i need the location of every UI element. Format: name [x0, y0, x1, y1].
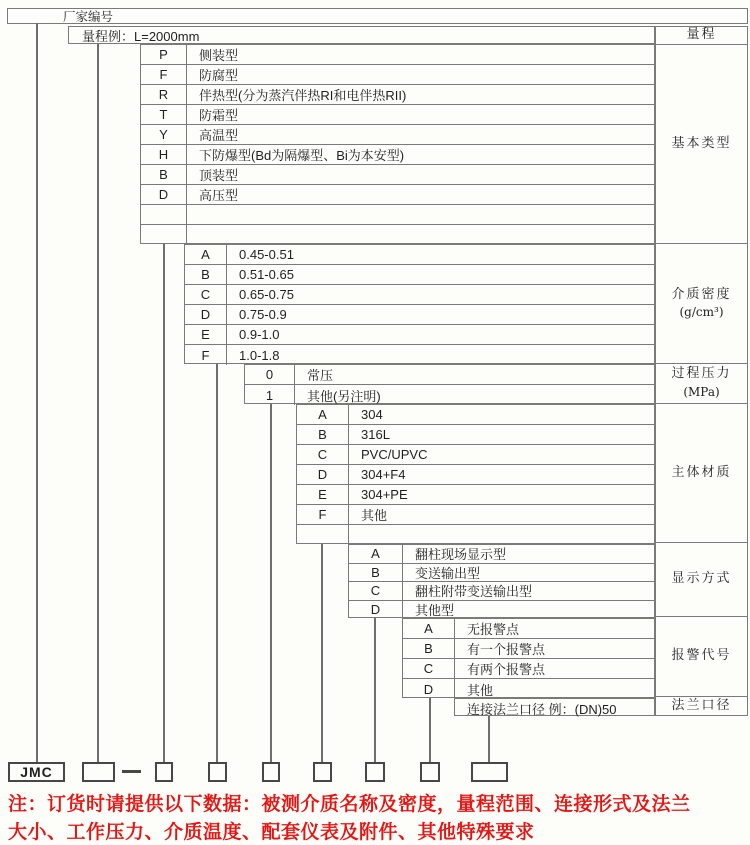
category-label-text: 量程	[686, 27, 717, 43]
description-cell: 连接法兰口径 例：(DN)50	[467, 701, 617, 717]
code-row	[185, 285, 654, 305]
manufacturer-label: 厂家编号	[63, 10, 114, 24]
description-cell: 0.65-0.75	[239, 287, 294, 302]
description-cell: 其他	[467, 682, 494, 698]
code-cell: B	[349, 564, 403, 582]
code-box	[365, 762, 385, 782]
description-cell: 0.75-0.9	[239, 307, 287, 322]
code-cell	[141, 205, 187, 224]
range-row	[68, 26, 655, 44]
description-cell: 有一个报警点	[467, 642, 546, 657]
category-label-unit: (g/cm³)	[679, 305, 724, 320]
code-row	[403, 619, 654, 639]
code-box	[208, 762, 227, 782]
code-row	[245, 385, 654, 405]
section-body-material	[296, 404, 655, 544]
description-cell: 翻柱附带变送输出型	[415, 584, 533, 600]
description-cell	[187, 225, 654, 245]
code-row	[349, 564, 654, 583]
code-row	[185, 265, 654, 285]
category-label-text: 过程压力	[671, 366, 732, 382]
description-cell: 其他(另注明)	[307, 388, 381, 404]
connector-line	[216, 364, 218, 762]
code-row	[141, 185, 654, 205]
description-cell: 其他型	[415, 603, 455, 619]
code-row	[297, 505, 654, 525]
model-prefix-box	[8, 762, 65, 782]
code-cell: B	[403, 639, 455, 658]
code-row	[455, 699, 654, 717]
code-row	[349, 601, 654, 620]
description-cell: 0.45-0.51	[239, 247, 294, 262]
code-cell: C	[297, 445, 349, 464]
code-row	[141, 65, 654, 85]
code-cell: A	[297, 405, 349, 424]
code-cell: 1	[245, 385, 295, 405]
code-row	[141, 105, 654, 125]
code-cell: F	[185, 345, 227, 365]
category-label-alarm-code	[656, 617, 747, 697]
order-note-line1: 注：订货时请提供以下数据：被测介质名称及密度，量程范围、连接形式及法兰	[8, 794, 691, 815]
code-box	[313, 762, 332, 782]
connector-line	[374, 618, 376, 762]
connector-line	[270, 404, 272, 762]
code-row	[141, 125, 654, 145]
description-cell: 其他	[361, 508, 388, 523]
code-row	[297, 405, 654, 425]
separator-dash	[122, 770, 141, 773]
code-box	[82, 762, 115, 782]
description-cell	[187, 205, 654, 224]
code-cell: A	[403, 619, 455, 638]
code-cell: H	[141, 145, 187, 164]
code-cell: B	[297, 425, 349, 444]
code-row	[141, 165, 654, 185]
code-cell: E	[185, 325, 227, 344]
description-cell	[349, 525, 654, 545]
code-cell: E	[297, 485, 349, 504]
description-cell: 顶装型	[199, 168, 239, 183]
category-label-body-material	[656, 404, 747, 544]
description-cell: 防腐型	[199, 68, 239, 83]
code-cell: B	[141, 165, 187, 184]
connector-line	[321, 544, 323, 762]
code-cell: P	[141, 45, 187, 64]
category-label-unit: (MPa)	[683, 385, 720, 400]
description-cell: 高温型	[199, 128, 239, 143]
connector-line	[36, 23, 38, 762]
code-row	[185, 325, 654, 345]
category-label-text: 法兰口径	[671, 697, 732, 713]
connector-line	[97, 44, 99, 762]
code-row	[297, 445, 654, 465]
code-box	[155, 762, 173, 782]
description-cell: 下防爆型(Bd为隔爆型、Bi为本安型)	[199, 148, 405, 163]
code-row	[141, 205, 654, 225]
code-cell: F	[141, 65, 187, 84]
code-cell: A	[349, 545, 403, 563]
code-cell: C	[185, 285, 227, 304]
category-label-display-mode	[656, 543, 747, 617]
model-prefix-label: JMC	[20, 764, 53, 780]
code-row	[349, 545, 654, 564]
description-cell: PVC/UPVC	[361, 447, 428, 462]
category-label-text: 基本类型	[671, 135, 732, 151]
code-row	[403, 639, 654, 659]
code-cell: D	[185, 305, 227, 324]
code-row	[297, 465, 654, 485]
code-row	[141, 145, 654, 165]
code-row	[141, 45, 654, 65]
description-cell: 高压型	[199, 188, 239, 203]
connector-line	[429, 698, 431, 762]
description-cell: 0.51-0.65	[239, 267, 294, 282]
connector-line	[163, 244, 165, 762]
description-cell: 有两个报警点	[467, 662, 546, 677]
code-row	[245, 365, 654, 385]
code-row	[185, 345, 654, 365]
code-cell	[141, 225, 187, 245]
description-cell: 304	[361, 407, 383, 422]
code-cell: F	[297, 505, 349, 524]
code-cell: R	[141, 85, 187, 104]
connector-line	[488, 716, 490, 762]
code-row	[297, 485, 654, 505]
manufacturer-row	[7, 8, 748, 24]
description-cell: 防霜型	[199, 108, 239, 123]
code-box	[471, 762, 508, 782]
code-cell: D	[141, 185, 187, 204]
code-row	[297, 525, 654, 545]
description-cell: 0.9-1.0	[239, 327, 280, 342]
order-note	[8, 791, 745, 845]
code-row	[185, 245, 654, 265]
code-row	[185, 305, 654, 325]
code-cell: Y	[141, 125, 187, 144]
code-box	[262, 762, 280, 782]
code-cell: B	[185, 265, 227, 284]
code-cell: 0	[245, 365, 295, 384]
code-cell: T	[141, 105, 187, 124]
code-row	[349, 582, 654, 601]
category-label-text: 介质密度	[671, 286, 732, 302]
section-display-mode	[348, 544, 655, 618]
description-cell: 侧装型	[199, 48, 239, 63]
category-label-medium-density	[656, 244, 747, 364]
description-cell: 常压	[307, 368, 334, 383]
description-cell: 无报警点	[467, 622, 520, 637]
code-box	[420, 762, 440, 782]
code-cell: D	[297, 465, 349, 484]
category-label-text: 显示方式	[671, 571, 732, 587]
section-medium-density	[184, 244, 655, 364]
description-cell: 304+PE	[361, 487, 408, 502]
code-cell: D	[349, 601, 403, 620]
section-process-pressure	[244, 364, 655, 404]
range-label: 量程例：L=2000mm	[82, 28, 200, 44]
category-label-flange-size	[656, 697, 747, 715]
category-label-text: 报警代号	[671, 648, 732, 664]
code-cell: A	[185, 245, 227, 264]
description-cell: 变送输出型	[415, 565, 481, 581]
section-basic-type	[140, 44, 655, 244]
section-alarm-code	[402, 618, 655, 698]
description-cell: 翻柱现场显示型	[415, 547, 507, 563]
category-label-text: 主体材质	[671, 464, 732, 480]
description-cell: 304+F4	[361, 467, 406, 482]
category-label-column	[655, 26, 748, 716]
order-note-line2: 大小、工作压力、介质温度、配套仪表及附件、其他特殊要求	[8, 822, 535, 843]
code-cell: C	[403, 659, 455, 678]
description-cell: 1.0-1.8	[239, 347, 280, 363]
code-row	[297, 425, 654, 445]
category-label-process-pressure	[656, 364, 747, 404]
description-cell: 伴热型(分为蒸汽伴热RI和电伴热RII)	[199, 88, 407, 103]
code-row	[141, 225, 654, 245]
category-label-range	[656, 27, 747, 45]
code-cell	[297, 525, 349, 545]
code-row	[141, 85, 654, 105]
category-label-basic-type	[656, 45, 747, 244]
code-cell: C	[349, 582, 403, 600]
code-row	[403, 659, 654, 679]
code-row	[403, 679, 654, 699]
code-cell: D	[403, 679, 455, 699]
section-flange-size	[454, 698, 655, 716]
description-cell: 316L	[361, 427, 390, 442]
